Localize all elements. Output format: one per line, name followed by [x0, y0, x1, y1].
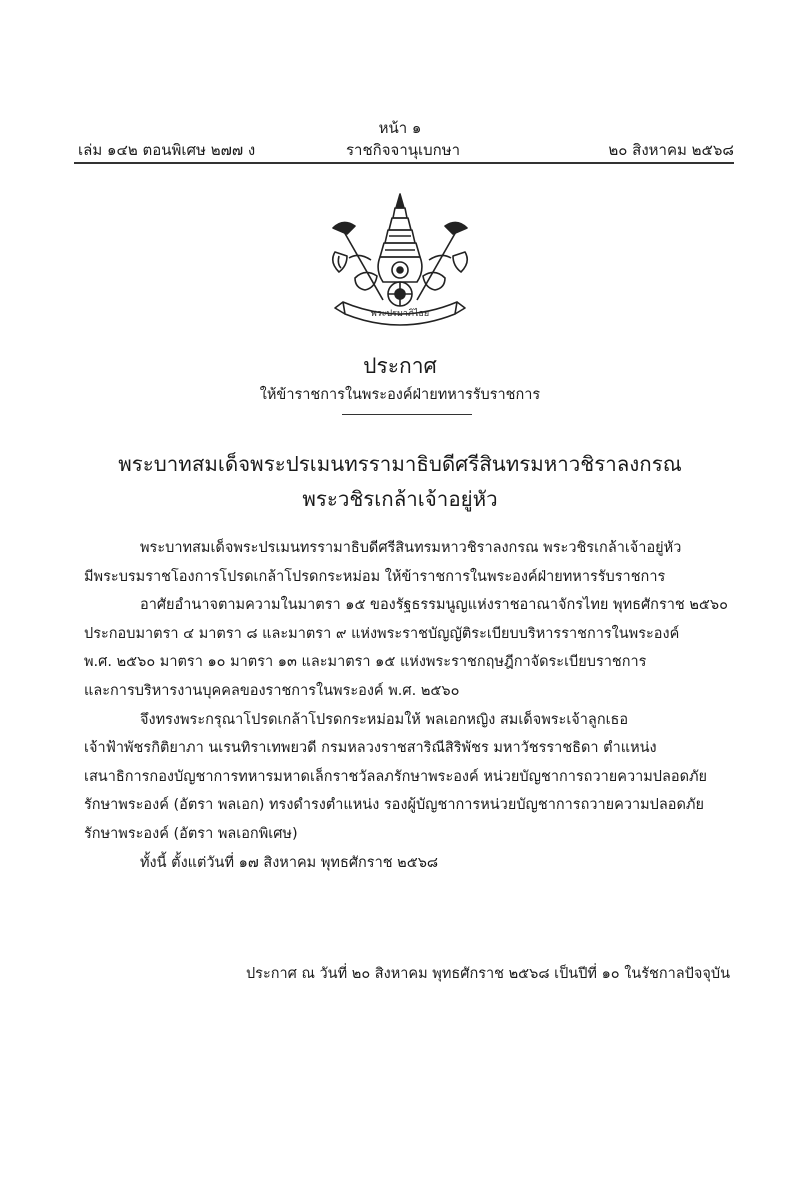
announcement-title: ประกาศ: [363, 354, 437, 378]
body-line: มีพระบรมราชโองการโปรดเกล้าโปรดกระหม่อม ให้ข้าราชการในพระองค์ฝ่ายทหารรับราชการ: [84, 568, 666, 585]
body-line: ประกอบมาตรา ๔ มาตรา ๘ และมาตรา ๙ แห่งพระราชบัญญัติระเบียบบริหารราชการในพระองค์: [84, 625, 680, 642]
body-line: และการบริหารงานบุคคลของราชการในพระองค์ พ.ศ. ๒๕๖๐: [84, 682, 460, 699]
body-line: เจ้าฟ้าพัชรกิติยาภา นเรนทิราเทพยวดี กรมหลวงราชสาริณีสิริพัชร มหาวัชรราชธิดา ตำแหน่ง: [84, 740, 657, 757]
body-line: เสนาธิการกองบัญชาการทหารมหาดเล็กราชวัลลภรักษาพระองค์ หน่วยบัญชาการถวายความปลอดภัย: [84, 768, 708, 785]
volume-issue: เล่ม ๑๔๒ ตอนพิเศษ ๒๗๗ ง: [78, 141, 256, 159]
signature-line: ประกาศ ณ วันที่ ๒๐ สิงหาคม พุทธศักราช ๒๕๖๘ เป็นปีที่ ๑๐ ในรัชกาลปัจจุบัน: [245, 966, 730, 982]
body-line: รักษาพระองค์ (อัตรา พลเอก) ทรงดำรงตำแหน่ง รองผู้บัญชาการหน่วยบัญชาการถวายความปลอดภัย: [84, 797, 704, 814]
king-name-line2: พระวชิรเกล้าเจ้าอยู่หัว: [302, 487, 498, 511]
page-number: หน้า ๑: [378, 119, 422, 137]
body-line: พระบาทสมเด็จพระปรเมนทรรามาธิบดีศรีสินทรมหาวชิราลงกรณ พระวชิรเกล้าเจ้าอยู่หัว: [140, 540, 682, 556]
title-divider: [342, 414, 472, 415]
royal-garuda-emblem-icon: [325, 190, 475, 330]
emblem-ribbon-text: พระปรมาภิไธย: [370, 309, 430, 319]
king-name-line1: พระบาทสมเด็จพระปรเมนทรรามาธิบดีศรีสินทรมหาวชิราลงกรณ: [118, 452, 682, 476]
gazette-name: ราชกิจจานุเบกษา: [346, 141, 461, 159]
announcement-body: [84, 534, 730, 877]
body-line: ทั้งนี้ ตั้งแต่วันที่ ๑๗ สิงหาคม พุทธศักราช ๒๕๖๘: [140, 854, 439, 871]
body-line: พ.ศ. ๒๕๖๐ มาตรา ๑๐ มาตรา ๑๓ และมาตรา ๑๕ แห่งพระราชกฤษฎีกาจัดระเบียบราชการ: [84, 654, 647, 671]
header-divider: [74, 162, 734, 164]
gazette-header: [78, 138, 734, 158]
gazette-date: ๒๐ สิงหาคม ๒๕๖๘: [608, 141, 734, 159]
announcement-subtitle: ให้ข้าราชการในพระองค์ฝ่ายทหารรับราชการ: [259, 387, 541, 403]
body-line: รักษาพระองค์ (อัตรา พลเอกพิเศษ): [84, 825, 298, 842]
body-line: จึงทรงพระกรุณาโปรดเกล้าโปรดกระหม่อมให้ พลเอกหญิง สมเด็จพระเจ้าลูกเธอ: [140, 711, 629, 728]
body-line: อาศัยอำนาจตามความในมาตรา ๑๕ ของรัฐธรรมนูญแห่งราชอาณาจักรไทย พุทธศักราช ๒๕๖๐: [140, 597, 728, 614]
